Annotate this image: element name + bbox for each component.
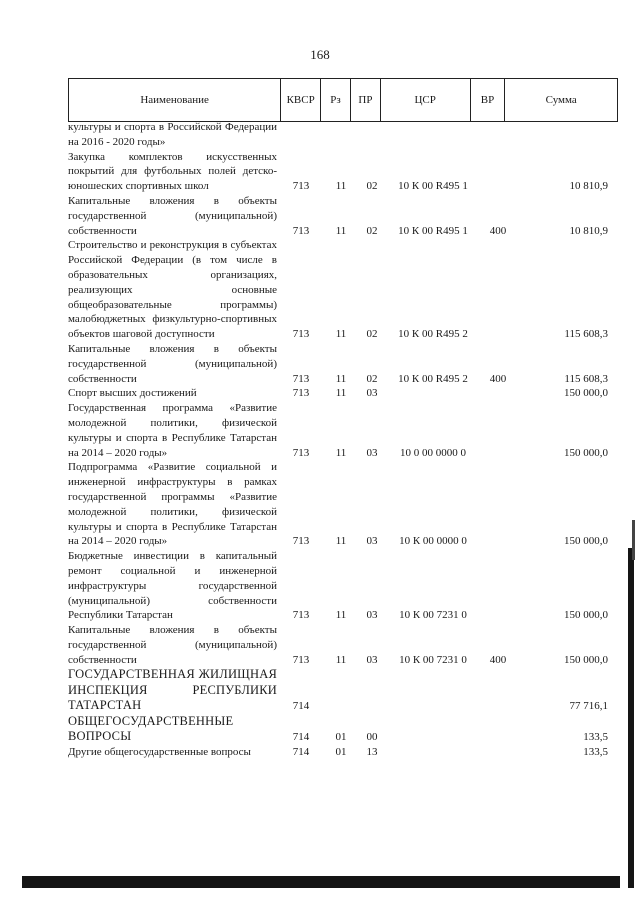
row-csr: 10 К 00 0000 0 [399,535,467,548]
row-name: Закупка комплектов искусственных покрытий для футбольных полей детско-юношеских спортивных школ [68,150,277,193]
table-row [68,667,620,714]
row-vr: 400 [489,653,507,666]
row-sum: 150 000,0 [564,387,608,400]
row-kvsr: 713 [292,535,310,548]
row-rz: 11 [335,609,347,622]
row-pr: 13 [366,745,378,758]
scan-border-bottom [22,876,620,888]
row-kvsr: 713 [292,653,310,666]
table-row [68,386,620,401]
row-sum: 10 810,9 [569,224,608,237]
row-name: Государственная программа «Развитие молодежной политики, физической культуры и спорта в Республике Татарстан на 2014 – 2020 годы» [68,402,277,459]
row-csr: 10 К 00 R495 1 [398,180,468,193]
row-sum: 133,5 [583,745,608,758]
row-csr: 10 К 00 R495 2 [398,328,468,341]
row-sum: 115 608,3 [564,372,608,385]
column-header-pr: ПР [351,79,381,121]
row-rz: 11 [335,328,347,341]
row-rz: 11 [335,180,347,193]
row-csr: 10 К 00 7231 0 [399,653,467,666]
row-csr: 10 0 00 0000 0 [400,446,466,459]
row-rz: 11 [335,387,347,400]
row-sum: 150 000,0 [564,653,608,666]
row-sum: 115 608,3 [564,328,608,341]
row-name: Капитальные вложения в объекты государственной (муниципальной) собственности [68,624,277,666]
row-sum: 10 810,9 [569,180,608,193]
row-name: Подпрограмма «Развитие социальной и инженерной инфраструктуры в рамках государственной программы «Развитие молодежной политики, физической культуры и спорта в Республике Татарстан на 2014 – 2020 годы» [68,461,277,548]
row-name: Другие общегосударственные вопросы [68,745,251,758]
row-csr: 10 К 00 R495 2 [398,372,468,385]
row-rz: 11 [335,224,347,237]
row-pr: 03 [366,535,378,548]
row-sum: 150 000,0 [564,446,608,459]
table-row [68,401,620,460]
row-vr: 400 [489,372,507,385]
column-header-vr: ВР [471,79,506,121]
row-sum: 150 000,0 [564,535,608,548]
row-name: культуры и спорта в Российской Федерации на 2016 - 2020 годы» [68,121,277,148]
row-kvsr: 714 [292,731,310,744]
row-rz: 11 [335,446,347,459]
table-row [68,549,620,623]
table-row [68,120,620,150]
row-csr: 10 К 00 R495 1 [398,224,468,237]
row-kvsr: 713 [292,446,310,459]
column-header-csr: ЦСР [381,79,471,121]
column-header-rz: Рз [321,79,351,121]
table-row [68,460,620,549]
row-rz: 01 [335,731,347,744]
row-kvsr: 713 [292,224,310,237]
table-row [68,150,620,194]
page-number: 168 [310,47,330,62]
table-row [68,238,620,342]
row-name: ГОСУДАРСТВЕННАЯ ЖИЛИЩНАЯ ИНСПЕКЦИЯ РЕСПУБЛИКИ ТАТАРСТАН [68,667,277,713]
scan-border-right [628,548,634,888]
row-rz: 11 [335,535,347,548]
row-kvsr: 713 [292,609,310,622]
scan-border-right-fragment [632,520,635,560]
row-kvsr: 713 [292,387,310,400]
table-header [68,78,618,122]
table-row [68,342,620,386]
row-rz: 11 [335,372,347,385]
row-pr: 02 [366,372,378,385]
column-header-name: Наименование [69,79,281,121]
row-kvsr: 713 [292,328,310,341]
table-body [68,120,620,760]
row-kvsr: 714 [292,700,310,713]
row-pr: 02 [366,224,378,237]
column-header-sum: Сумма [545,94,577,106]
row-pr: 03 [366,609,378,622]
row-pr: 02 [366,328,378,341]
row-kvsr: 713 [292,180,310,193]
row-name: Капитальные вложения в объекты государственной (муниципальной) собственности [68,194,277,237]
row-name: Капитальные вложения в объекты государственной (муниципальной) собственности [68,342,277,385]
row-pr: 02 [366,180,378,193]
row-kvsr: 713 [292,372,310,385]
row-vr: 400 [489,224,507,237]
row-pr: 00 [366,731,378,744]
row-rz: 01 [335,745,347,758]
row-name: Бюджетные инвестиции в капитальный ремонт социальной и инженерной инфраструктуры государственной (муниципальной) собственности Республики Татарстан [68,550,277,622]
table-row [68,623,620,667]
table-row [68,194,620,238]
row-name: ОБЩЕГОСУДАРСТВЕННЫЕ ВОПРОСЫ [68,713,234,744]
table-row [68,745,620,760]
row-sum: 77 716,1 [569,700,608,713]
row-kvsr: 714 [292,745,310,758]
row-csr: 10 К 00 7231 0 [399,609,467,622]
row-name: Строительство и реконструкция в субъектах Российской Федерации (в том числе в образовательных организациях, реализующих основные общеобразовательные программы) малобюджетных физкультурно-спортивных объектов шаговой доступности [68,239,277,341]
column-header-kvsr: КВСР [281,79,321,121]
row-pr: 03 [366,446,378,459]
row-sum: 133,5 [583,731,608,744]
row-pr: 03 [366,653,378,666]
table-row [68,714,620,745]
row-sum: 150 000,0 [564,609,608,622]
row-pr: 03 [366,387,378,400]
row-name: Спорт высших достижений [68,387,197,400]
row-rz: 11 [335,653,347,666]
